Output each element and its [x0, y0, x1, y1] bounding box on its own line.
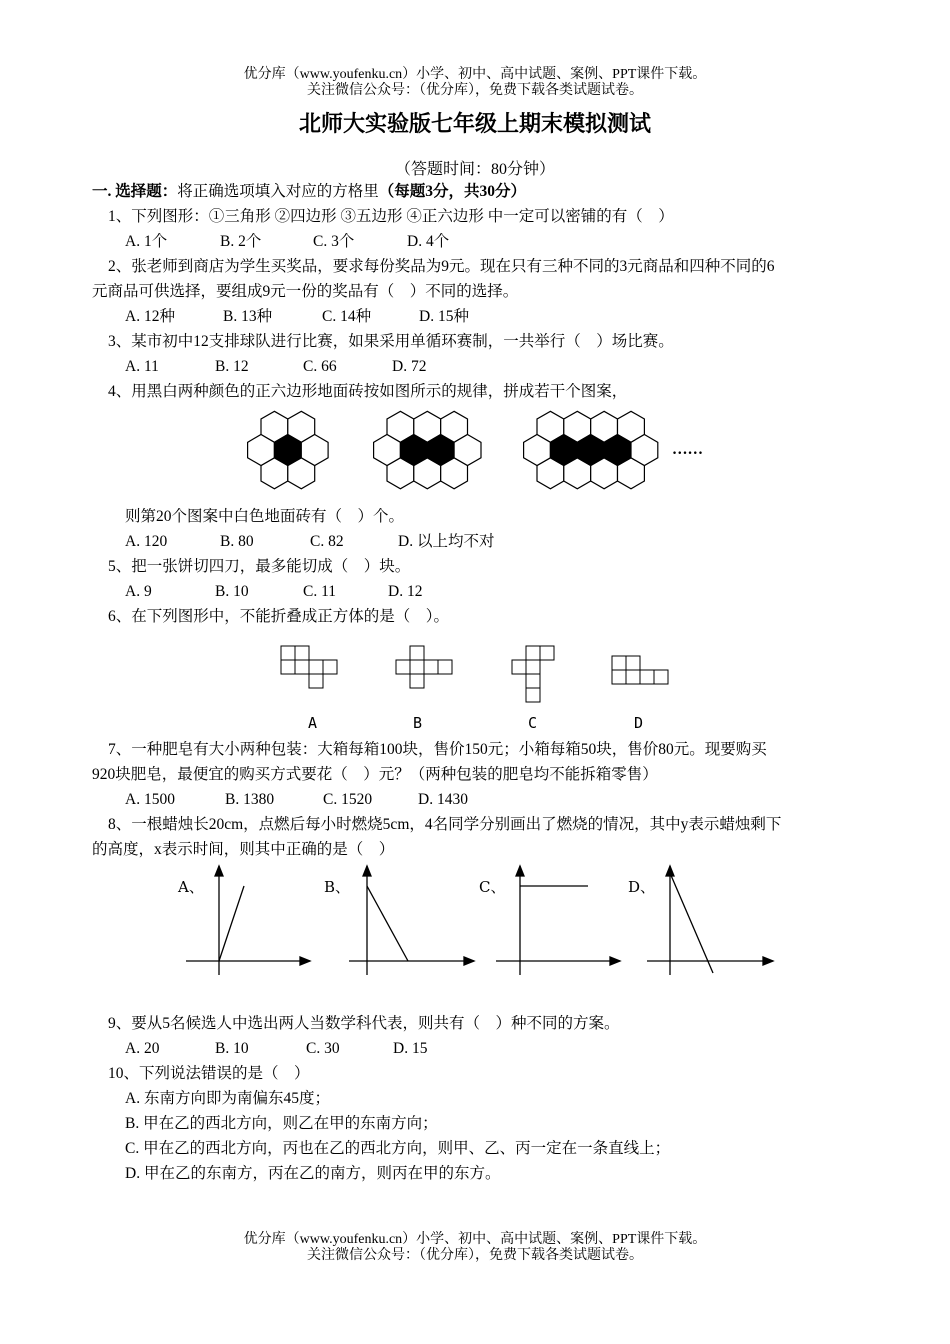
graph-label-b: B、 [324, 878, 351, 896]
question-9-stem: 9、要从5名候选人中选出两人当数学科代表，则共有（ ）种不同的方案。 [108, 1015, 620, 1032]
q1-option-d: D. 4个 [407, 233, 450, 250]
q5-option-b: B. 10 [215, 583, 249, 600]
q9-option-d: D. 15 [393, 1040, 428, 1057]
question-2-stem-line-2: 元商品可供选择，要组成9元一份的奖品有（ ）不同的选择。 [92, 283, 519, 300]
question-3-stem: 3、某市初中12支排球队进行比赛，如果采用单循环赛制，一共举行（ ）场比赛。 [108, 333, 674, 350]
q2-option-d: D. 15种 [419, 308, 469, 325]
graph-b-line [367, 886, 408, 961]
q4-option-d: D. 以上均不对 [398, 533, 495, 550]
q9-option-b: B. 10 [215, 1040, 249, 1057]
q10-option-d: D. 甲在乙的东南方，丙在乙的南方，则丙在甲的东方。 [125, 1165, 501, 1182]
q10-option-b: B. 甲在乙的西北方向，则乙在甲的东南方向； [125, 1115, 438, 1132]
q5-option-d: D. 12 [388, 583, 423, 600]
q2-option-a: A. 12种 [125, 308, 175, 325]
exam-time: （答题时间：80分钟） [394, 161, 555, 178]
q2-option-b: B. 13种 [223, 308, 273, 325]
question-5-stem: 5、把一张饼切四刀，最多能切成（ ）块。 [108, 558, 411, 575]
question-8-stem-line-1: 8、一根蜡烛长20cm，点燃后每小时燃烧5cm，4名同学分别画出了燃烧的情况，其中y表示蜡烛剩下 [108, 816, 782, 833]
q1-option-c: C. 3个 [313, 233, 355, 250]
q3-option-a: A. 11 [125, 358, 159, 375]
question-10-stem: 10、下列说法错误的是（ ） [108, 1065, 310, 1082]
net-label-c: C [528, 714, 538, 732]
graph-d-line [670, 873, 713, 973]
header-line-1: 优分库（www.youfenku.cn）小学、初中、高中试题、案例、PPT课件下载。 [243, 67, 707, 82]
q10-option-c: C. 甲在乙的西北方向，丙也在乙的西北方向，则甲、乙、丙一定在一条直线上； [125, 1140, 671, 1157]
q5-option-c: C. 11 [303, 583, 337, 600]
q5-option-a: A. 9 [125, 583, 152, 600]
footer-line-2: 关注微信公众号：（优分库），免费下载各类试题试卷。 [307, 1248, 643, 1263]
question-4-stem: 4、用黑白两种颜色的正六边形地面砖按如图所示的规律，拼成若干个图案， [108, 383, 628, 400]
q4-option-c: C. 82 [310, 533, 344, 550]
question-2-stem-line-1: 2、张老师到商店为学生买奖品，要求每份奖品为9元。现在只有三种不同的3元商品和四种不同的6 [108, 258, 775, 275]
q2-option-c: C. 14种 [322, 308, 372, 325]
q7-option-b: B. 1380 [225, 791, 275, 808]
exam-title: 北师大实验版七年级上期末模拟测试 [298, 111, 651, 136]
graph-label-d: D、 [628, 878, 656, 896]
question-8-stem-line-2: 的高度，x表示时间，则其中正确的是（ ） [92, 841, 395, 858]
q1-option-a: A. 1个 [125, 233, 168, 250]
q7-option-d: D. 1430 [418, 791, 468, 808]
question-4-question: 则第20个图案中白色地面砖有（ ）个。 [125, 508, 405, 525]
q3-option-d: D. 72 [392, 358, 427, 375]
q9-option-c: C. 30 [306, 1040, 340, 1057]
q4-option-a: A. 120 [125, 533, 168, 550]
q4-option-b: B. 80 [220, 533, 254, 550]
net-label-b: B [413, 714, 423, 732]
section-1-score: （每题3分，共30分） [378, 183, 527, 200]
graph-label-a: A、 [178, 878, 204, 896]
graph-b [349, 866, 474, 975]
q9-option-a: A. 20 [125, 1040, 160, 1057]
q7-option-a: A. 1500 [125, 791, 175, 808]
graph-c [496, 866, 620, 975]
graph-a [186, 866, 310, 975]
question-7-stem-line-2: 920块肥皂，最便宜的购买方式要花（ ）元？（两种包装的肥皂均不能拆箱零售） [92, 766, 658, 783]
footer-line-1: 优分库（www.youfenku.cn）小学、初中、高中试题、案例、PPT课件下载。 [243, 1232, 707, 1247]
q7-option-c: C. 1520 [323, 791, 373, 808]
graph-d [647, 866, 773, 975]
net-label-d: D [634, 714, 644, 732]
section-1-instruction: 将正确选项填入对应的方格里 [177, 183, 379, 200]
graph-label-c: C、 [479, 878, 506, 896]
net-label-a: A [308, 714, 318, 732]
section-1-label: 一. 选择题： [92, 183, 178, 200]
question-6-stem: 6、在下列图形中，不能折叠成正方体的是（ ）。 [108, 608, 450, 625]
header-line-2: 关注微信公众号：（优分库），免费下载各类试题试卷。 [307, 83, 643, 98]
pattern-ellipsis: …… [672, 441, 703, 458]
graph-a-line [219, 886, 244, 961]
question-7-stem-line-1: 7、一种肥皂有大小两种包装：大箱每箱100块，售价150元；小箱每箱50块，售价80元。现要购买 [108, 741, 767, 758]
q3-option-c: C. 66 [303, 358, 337, 375]
question-1-stem: 1、下列图形：①三角形 ②四边形 ③五边形 ④正六边形 中一定可以密铺的有（ ） [108, 208, 674, 225]
q10-option-a: A. 东南方向即为南偏东45度； [125, 1090, 330, 1107]
q3-option-b: B. 12 [215, 358, 249, 375]
q1-option-b: B. 2个 [220, 233, 262, 250]
